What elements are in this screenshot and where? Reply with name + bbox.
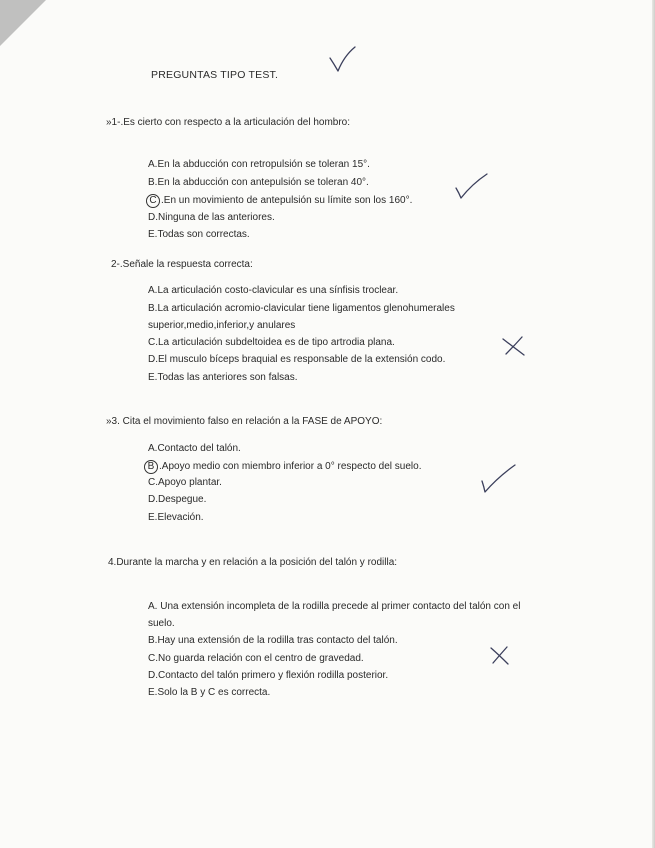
question-3-option-c: C.Apoyo plantar. [148,477,222,488]
question-4-prompt: 4.Durante la marcha y en relación a la posición del talón y rodilla: [108,557,398,568]
question-4-option-c: C.No guarda relación con el centro de gravedad. [148,653,364,664]
question-3-prompt: »3. Cita el movimiento falso en relación a la FASE de APOYO: [106,416,383,427]
question-3-option-e: E.Elevación. [148,512,204,523]
question-1-prompt: »1-.Es cierto con respecto a la articulación del hombro: [106,117,351,128]
question-2-option-c: C.La articulación subdeltoidea es de tipo artrodia plana. [148,337,395,348]
cross-mark-icon [488,644,512,668]
question-2-option-b: B.La articulación acromio-clavicular tiene ligamentos glenohumerales [148,303,455,314]
question-1-option-e: E.Todas son correctas. [148,229,250,240]
check-mark-icon [454,172,490,202]
check-mark-icon [480,463,518,495]
question-2-option-d: D.El musculo bíceps braquial es responsable de la extensión codo. [148,354,446,365]
question-1-option-d: D.Ninguna de las anteriores. [148,212,275,223]
question-4-option-a: A. Una extensión incompleta de la rodilla precede al primer contacto del talón con el [148,601,521,612]
question-4-option-d: D.Contacto del talón primero y flexión rodilla posterior. [148,670,389,681]
question-2-prompt: 2-.Señale la respuesta correcta: [111,259,253,270]
page-title: PREGUNTAS TIPO TEST. [151,69,279,81]
question-2-option-b-cont: superior,medio,inferior,y anulares [148,320,296,331]
circled-answer: C [146,194,160,208]
question-2-option-e: E.Todas las anteriores son falsas. [148,372,298,383]
question-2-option-a: A.La articulación costo-clavicular es una sínfisis troclear. [148,285,399,296]
question-4-option-b: B.Hay una extensión de la rodilla tras contacto del talón. [148,635,398,646]
circled-answer: B [144,460,158,474]
question-4-option-a-cont: suelo. [148,618,175,629]
question-3-option-a: A.Contacto del talón. [148,443,241,454]
folded-corner [0,0,46,46]
cross-mark-icon [500,334,528,358]
check-mark-icon [328,44,358,76]
question-3-option-b: B .Apoyo medio con miembro inferior a 0° respecto del suelo. [144,460,421,474]
question-4-option-e: E.Solo la B y C es correcta. [148,687,271,698]
question-1-option-c: C .En un movimiento de antepulsión su límite son los 160°. [146,194,412,208]
question-1-option-a: A.En la abducción con retropulsión se toleran 15°. [148,159,370,170]
question-1-option-b: B.En la abducción con antepulsión se toleran 40°. [148,177,369,188]
question-3-option-d: D.Despegue. [148,494,207,505]
